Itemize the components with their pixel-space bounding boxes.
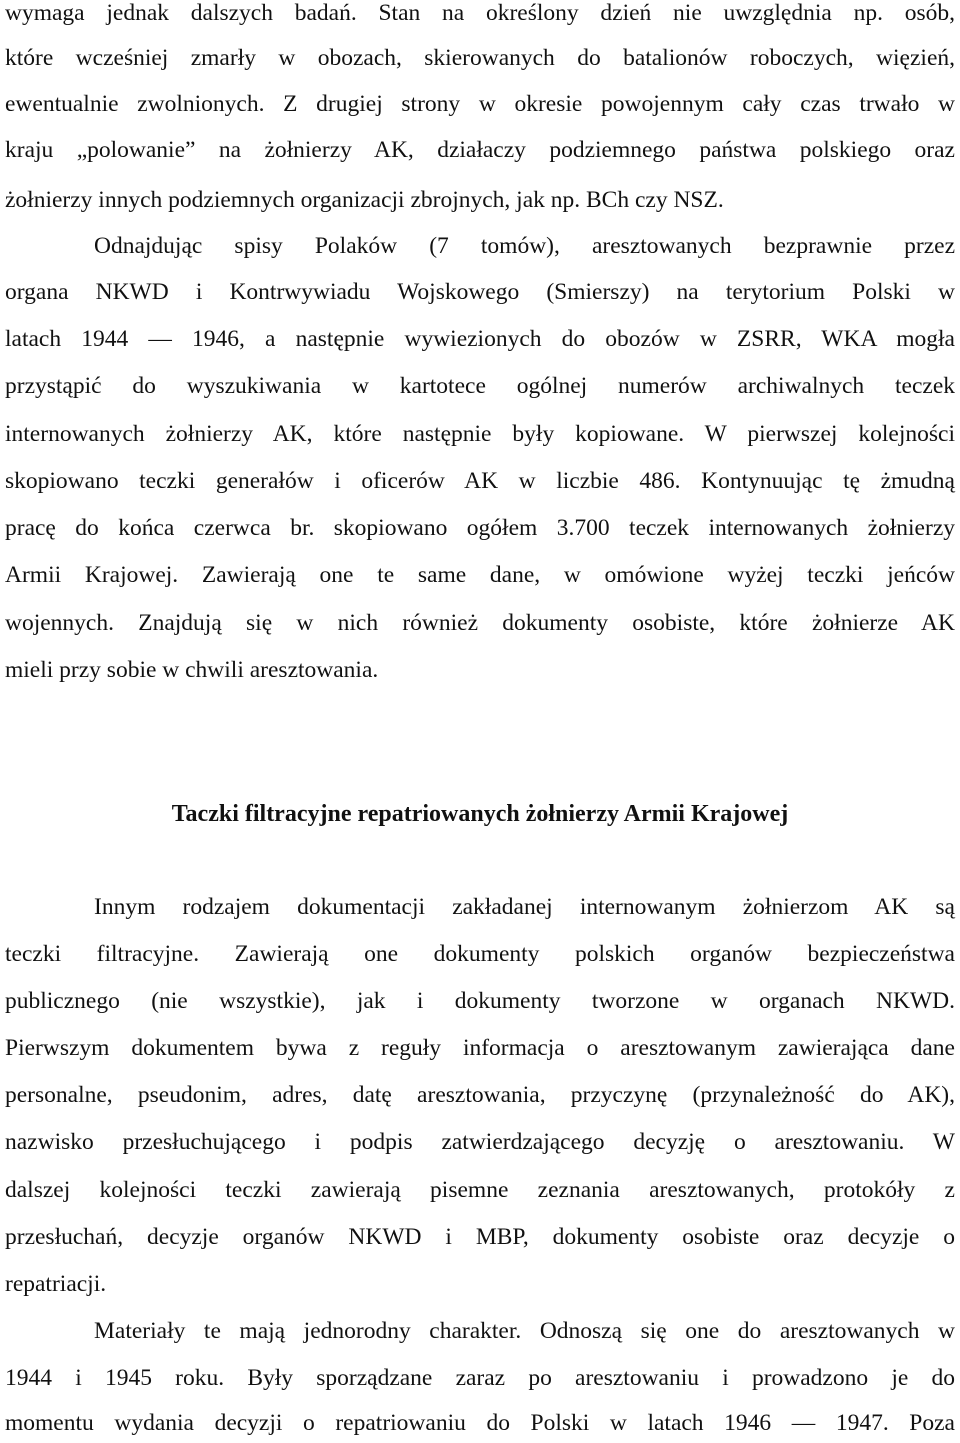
section-heading: Taczki filtracyjne repatriowanych żołnierzy Armii Krajowej xyxy=(171,801,789,827)
text-line: przystąpić do wyszukiwania w kartotece ogólnej numerów archiwalnych teczek xyxy=(5,373,955,399)
text-line: 1944 i 1945 roku. Były sporządzane zaraz po aresztowaniu i prowadzono je do xyxy=(5,1365,955,1391)
text-line: mieli przy sobie w chwili aresztowania. xyxy=(5,657,379,683)
text-line: momentu wydania decyzji o repatriowaniu do Polski w latach 1946 — 1947. Poza xyxy=(5,1410,955,1436)
text-line: Pierwszym dokumentem bywa z reguły informacja o aresztowanym zawierająca dane xyxy=(5,1035,955,1061)
paragraph-first-line: Innym rodzajem dokumentacji zakładanej internowanym żołnierzom AK są xyxy=(94,894,955,920)
paragraph-first-line: Materiały te mają jednorodny charakter. Odnoszą się one do aresztowanych w xyxy=(94,1318,955,1344)
text-line: repatriacji. xyxy=(5,1271,107,1297)
text-line: które wcześniej zmarły w obozach, skierowanych do batalionów roboczych, więzień, xyxy=(5,45,955,71)
text-line: internowanych żołnierzy AK, które następnie były kopiowane. W pierwszej kolejności xyxy=(5,421,955,447)
text-line: personalne, pseudonim, adres, datę aresztowania, przyczynę (przynależność do AK), xyxy=(5,1082,955,1108)
text-line: kraju „polowanie” na żołnierzy AK, działaczy podziemnego państwa polskiego oraz xyxy=(5,137,955,163)
text-line: ewentualnie zwolnionych. Z drugiej strony w okresie powojennym cały czas trwało w xyxy=(5,91,955,117)
paragraph-first-line: Odnajdując spisy Polaków (7 tomów), aresztowanych bezprawnie przez xyxy=(94,233,955,259)
text-line: teczki filtracyjne. Zawierają one dokumenty polskich organów bezpieczeństwa xyxy=(5,941,955,967)
text-line: przesłuchań, decyzje organów NKWD i MBP, dokumenty osobiste oraz decyzje o xyxy=(5,1224,955,1250)
text-line: wojennych. Znajdują się w nich również dokumenty osobiste, które żołnierze AK xyxy=(5,610,955,636)
text-line: publicznego (nie wszystkie), jak i dokumenty tworzone w organach NKWD. xyxy=(5,988,955,1014)
text-line: nazwisko przesłuchującego i podpis zatwierdzającego decyzję o aresztowaniu. W xyxy=(5,1129,955,1155)
text-line: żołnierzy innych podziemnych organizacji zbrojnych, jak np. BCh czy NSZ. xyxy=(5,187,724,213)
text-line: pracę do końca czerwca br. skopiowano ogółem 3.700 teczek internowanych żołnierzy xyxy=(5,515,955,541)
text-line: skopiowano teczki generałów i oficerów AK w liczbie 486. Kontynuując tę żmudną xyxy=(5,468,955,494)
text-line: latach 1944 — 1946, a następnie wywiezionych do obozów w ZSRR, WKA mogła xyxy=(5,326,955,352)
text-line: organa NKWD i Kontrwywiadu Wojskowego (Smierszy) na terytorium Polski w xyxy=(5,279,955,305)
text-line: wymaga jednak dalszych badań. Stan na określony dzień nie uwzględnia np. osób, xyxy=(5,0,955,26)
text-line: Armii Krajowej. Zawierają one te same dane, w omówione wyżej teczki jeńców xyxy=(5,562,955,588)
text-line: dalszej kolejności teczki zawierają pisemne zeznania aresztowanych, protokóły z xyxy=(5,1177,955,1203)
